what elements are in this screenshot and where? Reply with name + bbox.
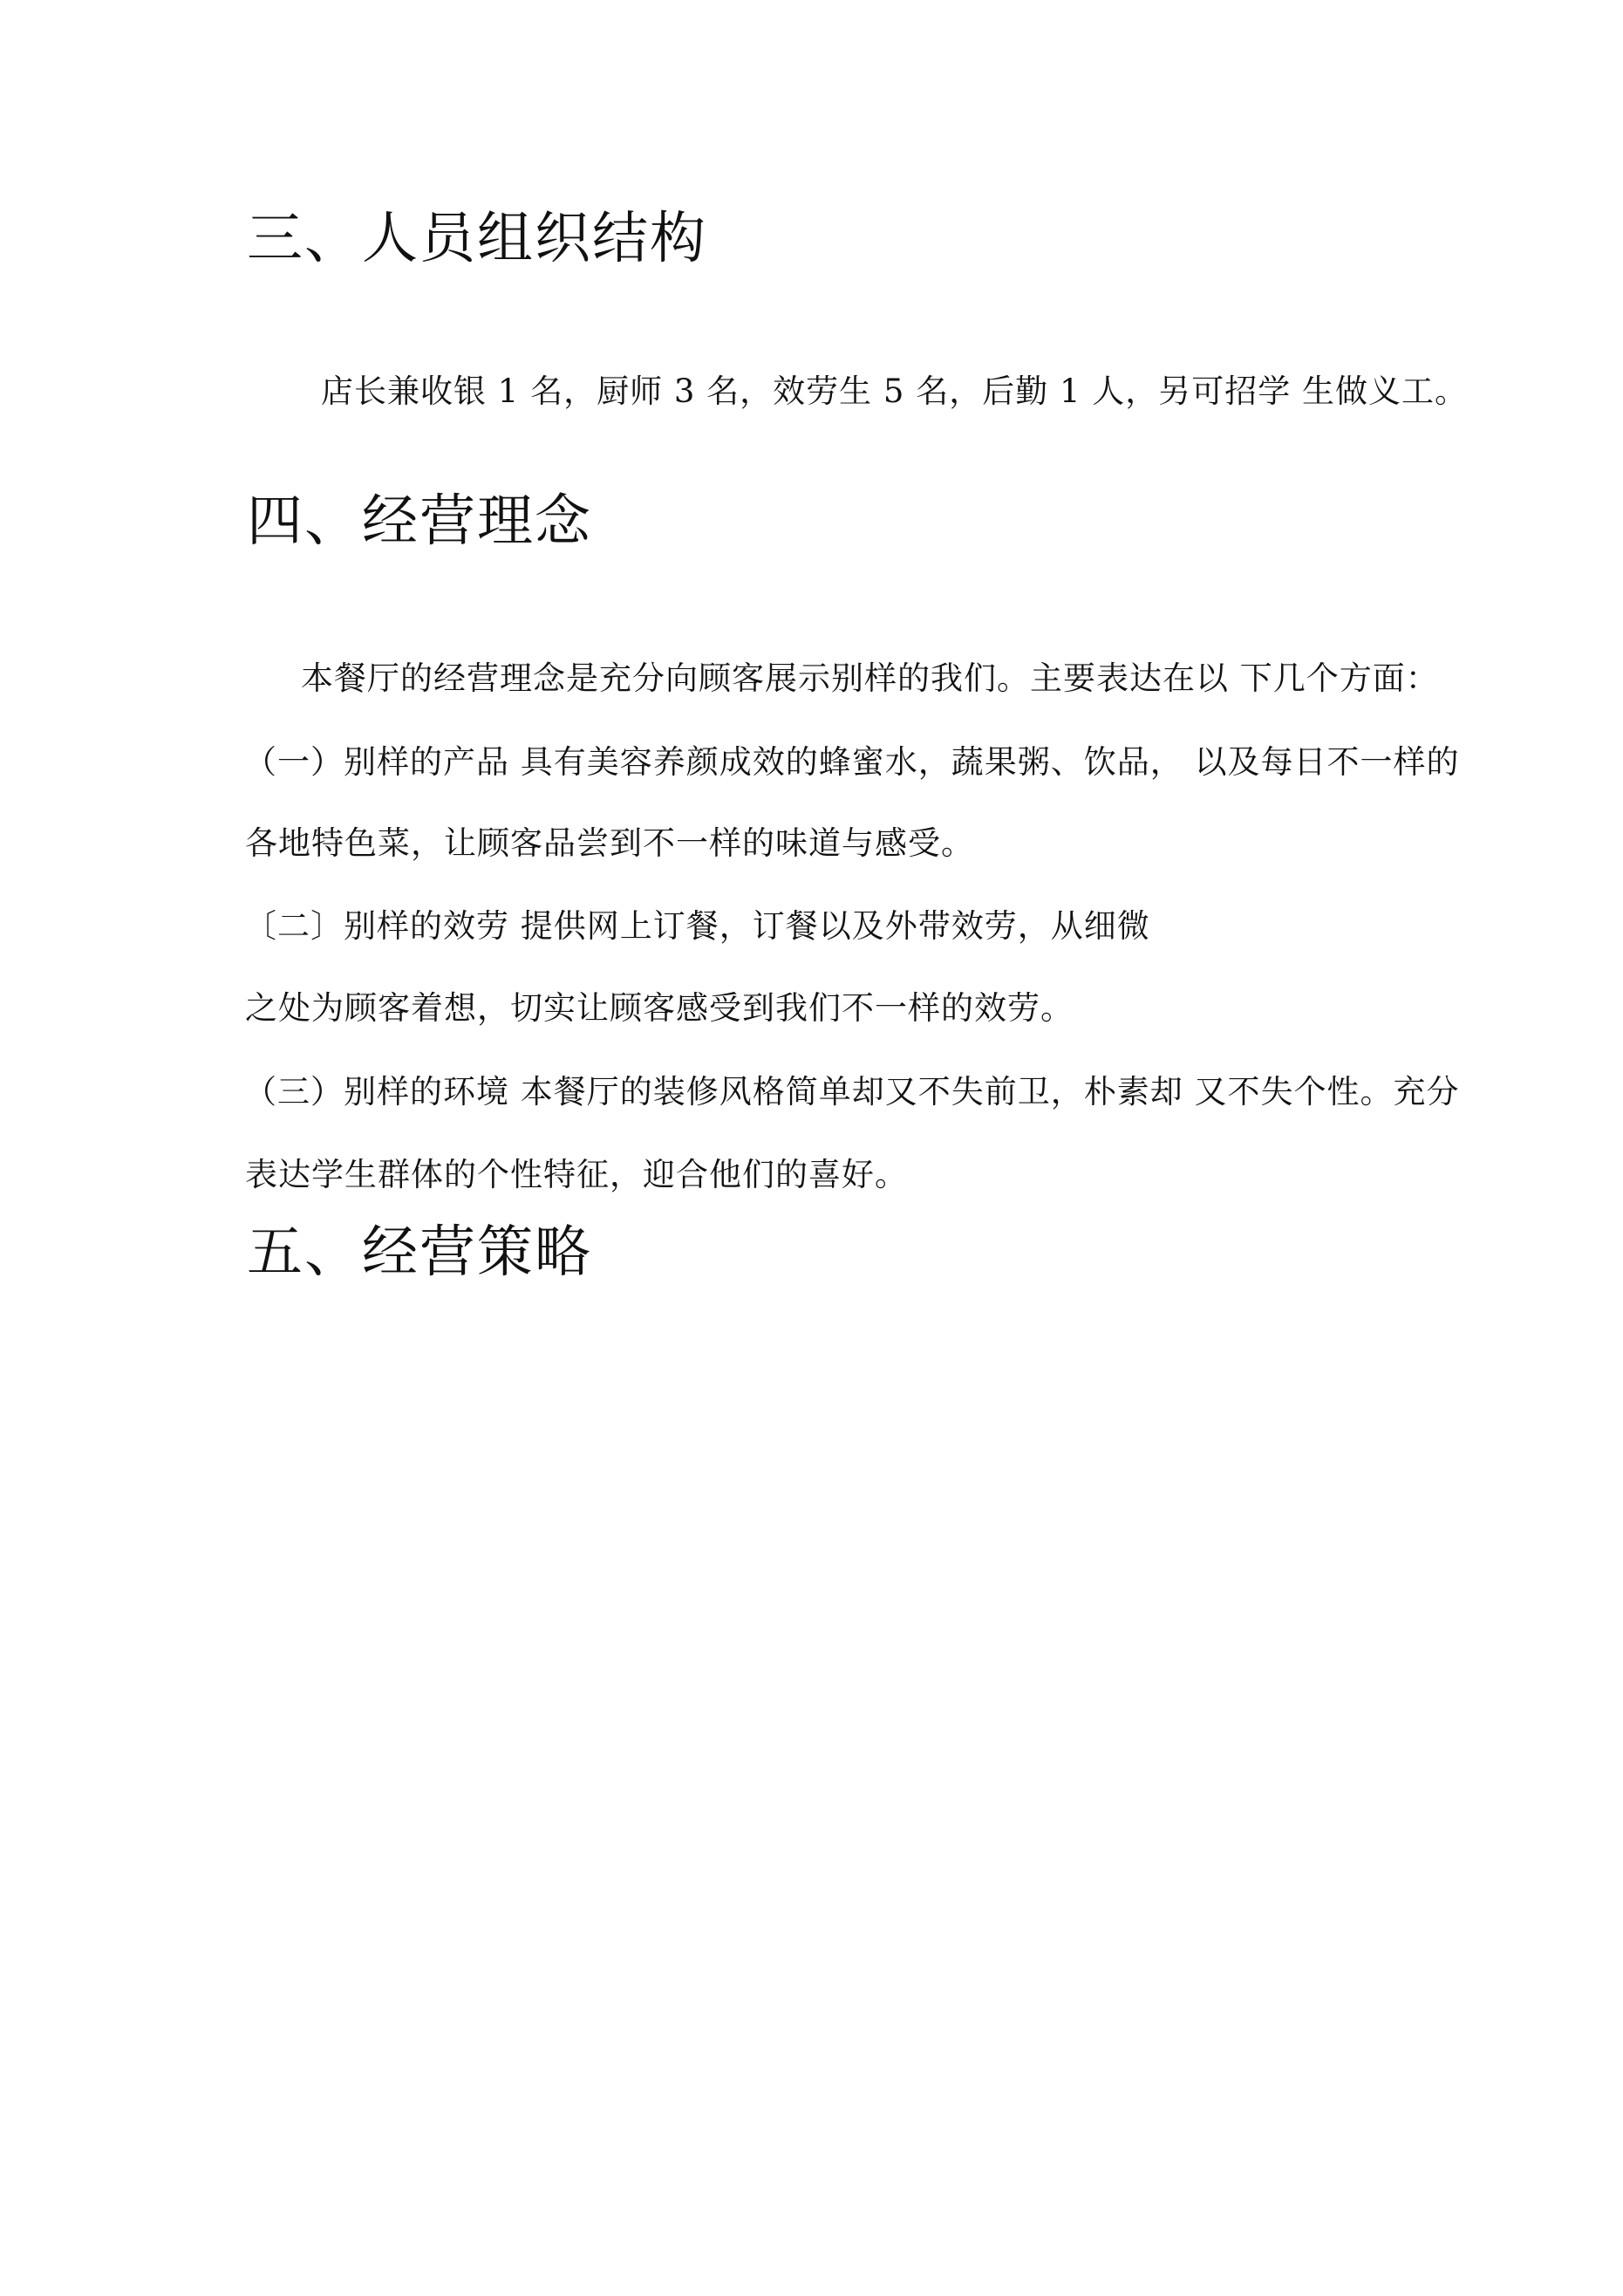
section-heading-staff-structure: 三、人员组织结构 xyxy=(247,207,707,271)
section-heading-business-philosophy: 四、经营理念 xyxy=(247,489,592,554)
service-paragraph-line-2: 之处为顾客着想，切实让顾客感受到我们不一样的效劳。 xyxy=(245,989,1074,1027)
product-paragraph-line-2: 各地特色菜，让顾客品尝到不一样的味道与感受。 xyxy=(245,824,974,862)
philosophy-intro-paragraph: 本餐厅的经营理念是充分向顾客展示别样的我们。主要表达在以 下几个方面： xyxy=(301,659,1439,697)
product-paragraph-line-1: （一）别样的产品 具有美容养颜成效的蜂蜜水，蔬果粥、饮品， 以及每日不一样的 xyxy=(244,743,1460,781)
section-heading-business-strategy: 五、经营策略 xyxy=(247,1220,592,1285)
staff-paragraph: 店长兼收银 1 名，厨师 3 名，效劳生 5 名，后勤 1 人，另可招学 生做义工。 xyxy=(321,372,1469,410)
environment-paragraph-line-1: （三）别样的环境 本餐厅的装修风格简单却又不失前卫，朴素却 又不失个性。充分 xyxy=(244,1073,1460,1110)
environment-paragraph-line-2: 表达学生群体的个性特征，迎合他们的喜好。 xyxy=(245,1156,908,1193)
service-paragraph-line-1: 〔二〕别样的效劳 提供网上订餐，订餐以及外带效劳，从细微 xyxy=(244,907,1150,945)
